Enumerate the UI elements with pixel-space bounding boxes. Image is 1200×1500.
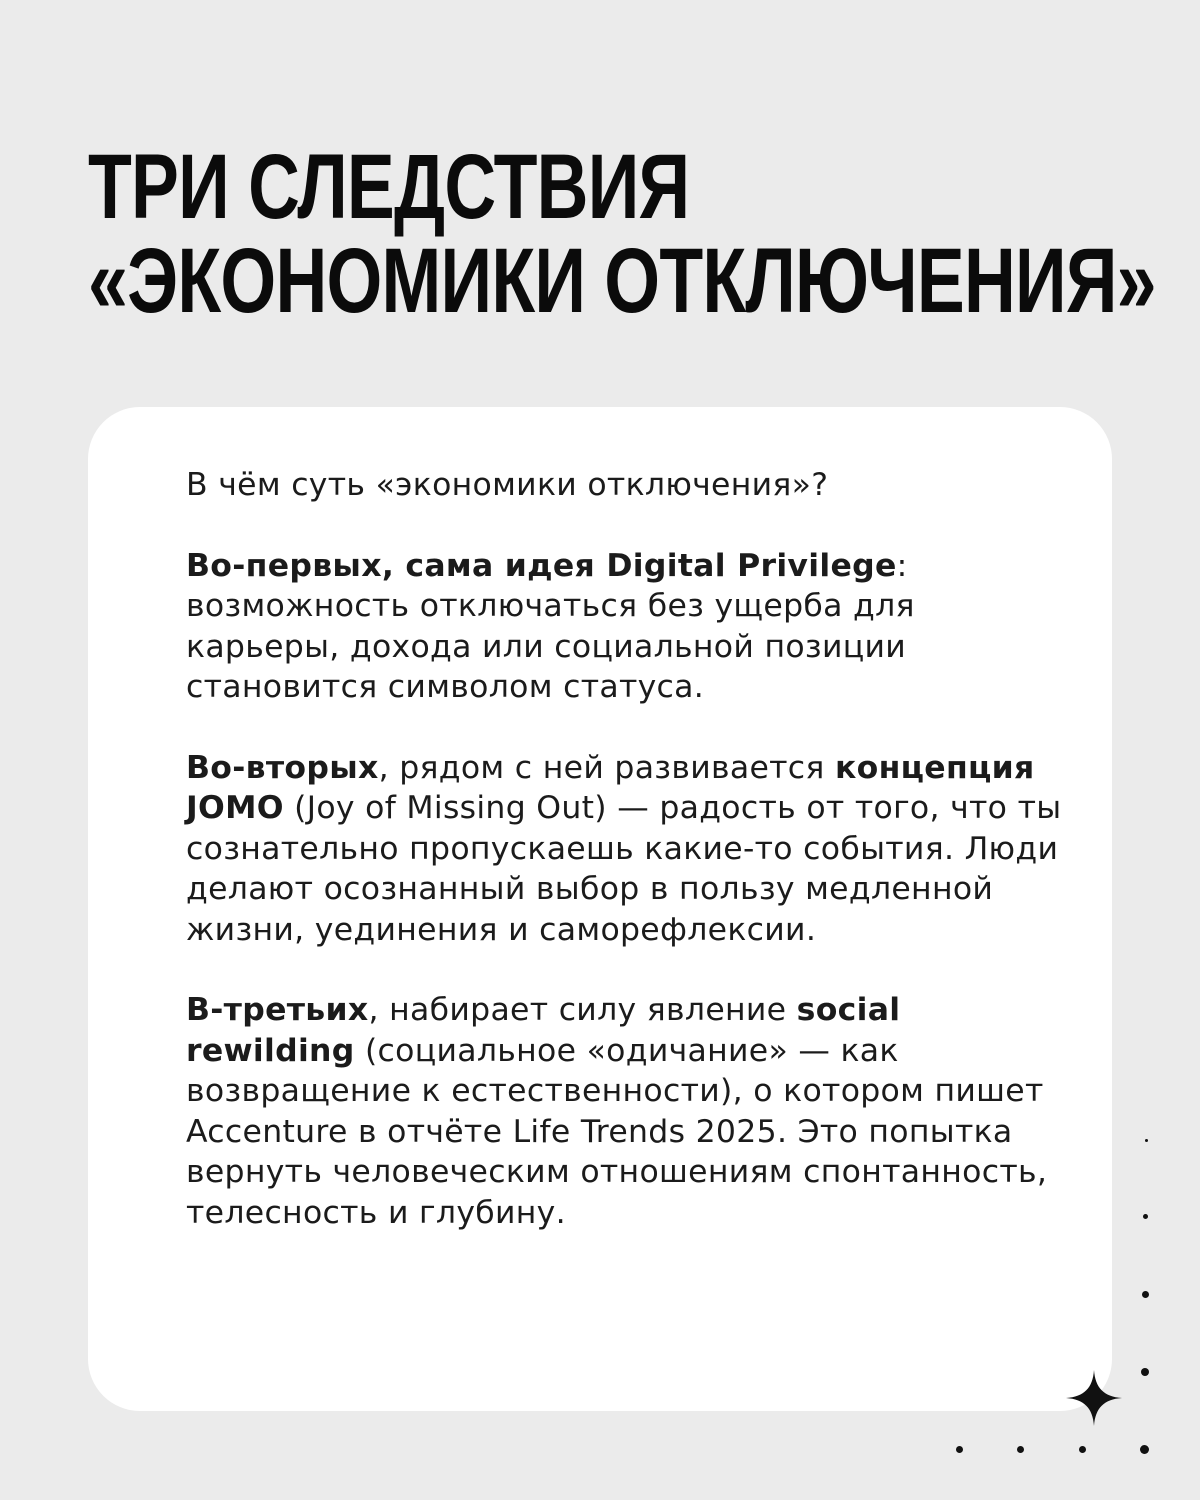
paragraph-third-heading: В-третьих <box>186 992 369 1028</box>
paragraph-first-heading: Во-первых, сама идея Digital Privilege <box>186 547 897 584</box>
decor-dot <box>1017 1446 1024 1453</box>
paragraph-first-text: : возможность отключаться без ущерба для карьеры, дохода или социальной позиции становится символом статуса. <box>186 547 915 705</box>
paragraph-second-text-1: , рядом с ней развивается <box>378 749 835 786</box>
decor-dot <box>956 1446 963 1453</box>
paragraph-second-heading: Во-вторых <box>186 749 379 786</box>
decor-dot <box>1079 1446 1086 1453</box>
paragraph-second-text-2: (Joy of Missing Out) — радость от того, что ты сознательно пропускаешь какие-то события. Люди делают осознанный выбор в пользу медленной жизни, уединения и саморефлексии. <box>186 790 1062 948</box>
decor-dot <box>1140 1445 1149 1454</box>
paragraph-second-term: концепция JOMO <box>186 749 1035 826</box>
paragraph-third-text-2: (социальное «одичание» — как возвращение к естественности), о котором пишет Accenture в отчёте Life Trends 2025. Это попытка вернуть человеческим отношениям спонтанность, телесность и глубину. <box>186 1032 1048 1231</box>
title-line-1: ТРИ СЛЕДСТВИЯ <box>88 136 690 238</box>
paragraph-first <box>186 546 1066 708</box>
decor-dot <box>1142 1291 1149 1298</box>
content-card <box>88 407 1112 1411</box>
decor-dot <box>1143 1214 1148 1219</box>
decor-dot <box>1141 1368 1149 1376</box>
paragraph-second <box>186 748 1066 951</box>
four-point-star-icon <box>1066 1370 1122 1426</box>
card-text <box>186 465 1066 1273</box>
decor-dot <box>1145 1139 1148 1142</box>
intro-paragraph <box>186 465 1066 506</box>
paragraph-third <box>186 990 1066 1233</box>
title-line-2: «ЭКОНОМИКИ ОТКЛЮЧЕНИЯ» <box>88 230 1156 332</box>
paragraph-third-text-1: , набирает силу явление <box>368 992 797 1028</box>
paragraph-third-term: social rewilding <box>186 992 901 1069</box>
page-title <box>88 136 1156 332</box>
intro-text: В чём суть «экономики отключения»? <box>186 467 829 503</box>
